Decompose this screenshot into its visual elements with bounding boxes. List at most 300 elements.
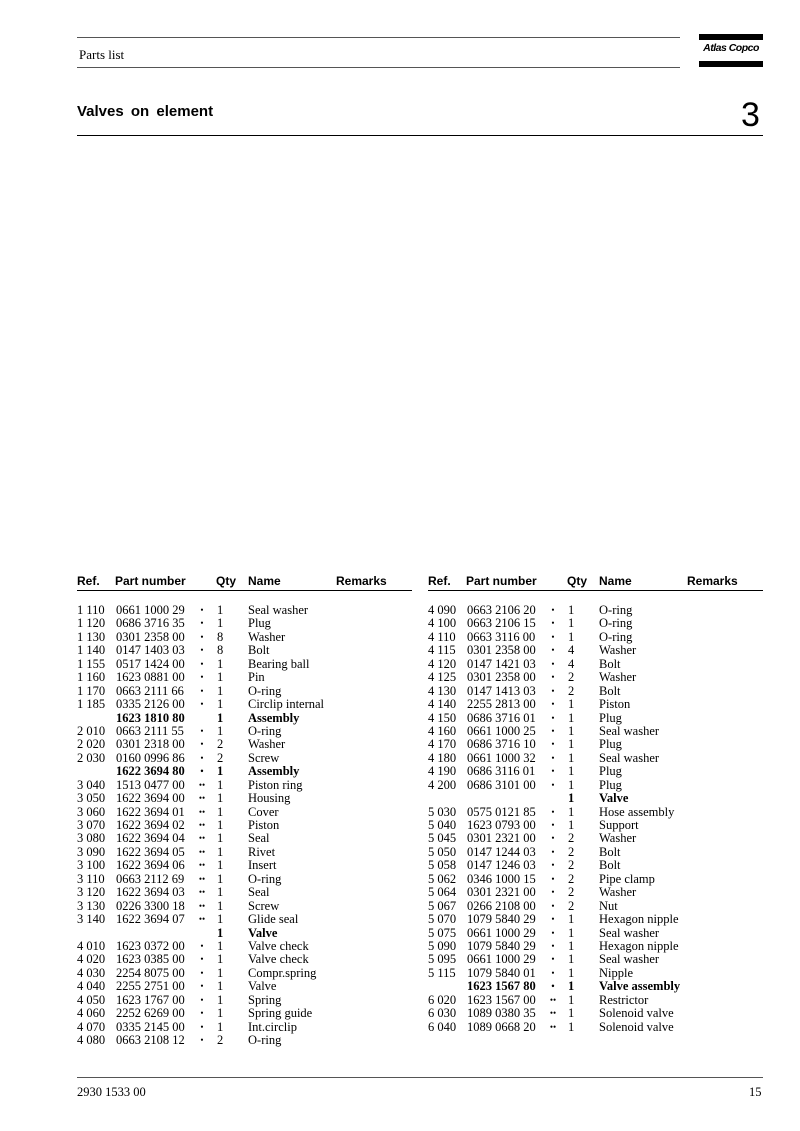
cell-qty: 1 [217,925,224,940]
logo-bar-top [699,34,763,40]
cell-ref: 4 150 [428,710,457,725]
cell-part-number: 1622 3694 04 [116,831,185,846]
col-header-remarks: Remarks [336,574,387,588]
cell-qty: 8 [217,629,224,644]
table-row [428,953,763,966]
table-row [428,859,763,872]
cell-part-number: 1622 3694 80 [116,764,185,779]
table-header-rule [77,590,412,591]
cell-level-marker: • [200,685,204,696]
footer-rule [77,1077,763,1078]
cell-part-number: 0661 1000 29 [116,603,185,617]
cell-ref: 4 200 [428,777,457,792]
table-row [77,617,412,630]
table-body [77,604,412,1047]
cell-ref: 1 110 [77,603,105,617]
cell-name: Bolt [599,683,621,698]
cell-name: Restrictor [599,992,649,1007]
cell-name: Int.circlip [248,1019,297,1034]
cell-ref: 4 050 [77,992,106,1007]
table-row [77,900,412,913]
cell-qty: 1 [217,844,224,859]
cell-qty: 1 [568,925,575,940]
cell-level-marker: • [551,833,555,844]
cell-name: Pin [248,670,265,685]
cell-qty: 2 [568,898,575,913]
cell-qty: 1 [217,992,224,1007]
table-row [77,698,412,711]
table-row [428,980,763,993]
cell-ref: 6 020 [428,992,457,1007]
cell-part-number: 0346 1000 15 [467,871,536,886]
cell-name: Solenoid valve [599,1019,674,1034]
cell-level-marker: • [200,954,204,965]
cell-level-marker: • [551,699,555,710]
cell-level-marker: • [200,605,204,615]
table-row [428,967,763,980]
cell-part-number: 2252 6269 00 [116,1006,185,1021]
cell-qty: 1 [217,1019,224,1034]
table-row [428,873,763,886]
cell-part-number: 0147 1244 03 [467,844,536,859]
cell-part-number: 0301 2318 00 [116,737,185,752]
cell-ref: 4 110 [428,629,456,644]
cell-part-number: 0663 2108 12 [116,1033,185,1047]
cell-part-number: 1089 0668 20 [467,1019,536,1034]
cell-level-marker: • [200,1008,204,1019]
cell-qty: 1 [217,777,224,792]
cell-name: Valve check [248,952,309,967]
cell-level-marker: •• [198,914,206,925]
cell-qty: 1 [568,737,575,752]
cell-level-marker: •• [549,1021,557,1032]
cell-qty: 2 [568,683,575,698]
cell-part-number: 0301 2321 00 [467,831,536,846]
cell-level-marker: • [200,672,204,683]
cell-part-number: 1623 1810 80 [116,710,185,725]
cell-qty: 2 [568,670,575,685]
cell-qty: 1 [217,965,224,980]
cell-part-number: 0661 1000 29 [467,952,536,967]
cell-part-number: 2255 2751 00 [116,979,185,994]
table-row [77,792,412,805]
cell-part-number: 0661 1000 32 [467,750,536,765]
cell-level-marker: •• [198,860,206,871]
cell-level-marker: • [551,914,555,925]
col-header-name: Name [248,574,281,588]
cell-name: Valve [248,925,278,940]
cell-qty: 2 [568,858,575,873]
cell-level-marker: • [200,981,204,992]
header-rule-bottom [77,67,680,68]
cell-qty: 2 [568,831,575,846]
cell-name: Plug [599,710,622,725]
cell-part-number: 0301 2321 00 [467,885,536,900]
page-number: 15 [749,1085,762,1099]
cell-part-number: 1622 3694 00 [116,791,185,806]
table-row [428,631,763,644]
cell-part-number: 1623 0881 00 [116,670,185,685]
cell-ref: 2 020 [77,737,106,752]
table-row [77,873,412,886]
cell-ref: 3 070 [77,818,106,832]
cell-part-number: 1622 3694 07 [116,912,185,927]
cell-ref: 1 155 [77,656,106,671]
table-row [77,927,412,940]
cell-ref: 1 140 [77,643,106,658]
cell-name: Seal washer [599,723,660,738]
table-row [428,900,763,913]
table-row [77,1007,412,1020]
cell-qty: 8 [217,643,224,658]
cell-qty: 1 [217,952,224,967]
cell-level-marker: •• [198,806,206,817]
cell-part-number: 0663 2112 69 [116,871,185,886]
cell-ref: 3 050 [77,791,106,806]
cell-level-marker: • [551,779,555,790]
cell-ref: 4 130 [428,683,457,698]
section-title: Valves on element [77,103,214,120]
cell-level-marker: • [200,618,204,629]
cell-name: Support [599,818,639,832]
table-row [428,658,763,671]
cell-qty: 1 [568,616,575,631]
table-row [428,644,763,657]
cell-level-marker: • [551,605,555,615]
cell-name: Seal washer [248,603,309,617]
table-row [428,1021,763,1034]
cell-part-number: 0663 3116 00 [467,629,536,644]
cell-level-marker: • [551,860,555,871]
cell-name: O-ring [248,683,282,698]
cell-qty: 1 [568,804,575,819]
table-row [428,738,763,751]
col-header-remarks: Remarks [687,574,738,588]
cell-name: Housing [248,791,291,806]
cell-qty: 1 [568,992,575,1007]
cell-qty: 1 [217,871,224,886]
cell-qty: 1 [568,764,575,779]
cell-name: Washer [248,629,286,644]
cell-level-marker: • [551,820,555,830]
cell-qty: 1 [568,697,575,712]
cell-part-number: 1079 5840 29 [467,912,536,927]
cell-part-number: 0335 2126 00 [116,697,185,712]
cell-name: Compr.spring [248,965,317,980]
cell-qty: 1 [568,818,575,832]
cell-part-number: 1623 1767 00 [116,992,185,1007]
table-row [77,859,412,872]
table-row [77,752,412,765]
cell-name: Piston ring [248,777,303,792]
cell-ref: 3 120 [77,885,106,900]
cell-level-marker: •• [198,833,206,844]
cell-level-marker: • [551,766,555,777]
cell-qty: 1 [568,710,575,725]
cell-qty: 1 [217,938,224,953]
cell-name: O-ring [599,629,633,644]
cell-ref: 5 095 [428,952,457,967]
cell-ref: 3 130 [77,898,106,913]
cell-level-marker: • [551,631,555,642]
document-number: 2930 1533 00 [77,1085,146,1099]
table-row [77,658,412,671]
cell-qty: 4 [568,656,575,671]
cell-part-number: 0160 0996 86 [116,750,185,765]
cell-part-number: 0266 2108 00 [467,898,536,913]
cell-part-number: 0686 3116 01 [467,764,536,779]
col-header-part-number: Part number [115,574,186,588]
cell-level-marker: • [200,725,204,736]
cell-name: Piston [599,697,631,712]
cell-part-number: 0301 2358 00 [467,670,536,685]
cell-qty: 2 [217,737,224,752]
table-row [428,940,763,953]
cell-level-marker: • [551,954,555,965]
cell-level-marker: • [551,806,555,817]
cell-level-marker: •• [198,779,206,790]
cell-name: O-ring [599,616,633,631]
cell-ref: 4 080 [77,1033,106,1047]
cell-level-marker: • [551,618,555,629]
cell-qty: 1 [568,965,575,980]
cell-ref: 1 120 [77,616,106,631]
cell-qty: 1 [217,616,224,631]
cell-ref: 5 070 [428,912,457,927]
cell-level-marker: • [200,699,204,710]
cell-part-number: 0686 3716 35 [116,616,185,631]
cell-ref: 5 030 [428,804,457,819]
cell-level-marker: • [200,1021,204,1032]
cell-level-marker: • [200,1035,204,1045]
cell-qty: 1 [217,683,224,698]
table-row [77,980,412,993]
cell-name: Seal [248,885,270,900]
cell-part-number: 0663 2111 55 [116,723,184,738]
table-row [428,617,763,630]
cell-level-marker: • [551,725,555,736]
cell-level-marker: • [551,752,555,763]
cell-name: Washer [599,643,637,658]
cell-ref: 5 064 [428,885,457,900]
cell-name: Hexagon nipple [599,912,679,927]
table-row [77,604,412,617]
cell-qty: 1 [217,912,224,927]
cell-name: Hexagon nipple [599,938,679,953]
cell-level-marker: • [551,940,555,951]
cell-name: Seal [248,831,270,846]
cell-level-marker: • [551,887,555,898]
cell-qty: 4 [568,643,575,658]
cell-part-number: 0661 1000 29 [467,925,536,940]
cell-part-number: 0147 1246 03 [467,858,536,873]
col-header-ref: Ref. [77,574,100,588]
cell-level-marker: • [200,658,204,669]
cell-part-number: 0147 1413 03 [467,683,536,698]
cell-name: O-ring [248,1033,282,1047]
table-row [77,806,412,819]
cell-qty: 1 [217,791,224,806]
logo-text: Atlas Copco [703,42,759,54]
cell-part-number: 0663 2106 20 [467,603,536,617]
table-row [428,994,763,1007]
cell-ref: 1 185 [77,697,106,712]
cell-qty: 1 [217,858,224,873]
table-row [77,967,412,980]
table-row [428,765,763,778]
table-header [77,574,412,588]
cell-qty: 1 [217,670,224,685]
header-rule-top [77,37,680,38]
cell-level-marker: • [551,658,555,669]
cell-level-marker: • [551,672,555,683]
table-row [428,806,763,819]
table-row [77,738,412,751]
cell-qty: 1 [568,723,575,738]
cell-qty: 2 [568,844,575,859]
cell-level-marker: •• [198,873,206,884]
cell-part-number: 0301 2358 00 [467,643,536,658]
cell-ref: 6 030 [428,1006,457,1021]
cell-name: Valve check [248,938,309,953]
cell-level-marker: • [200,766,204,777]
cell-level-marker: • [200,631,204,642]
col-header-qty: Qty [216,574,237,588]
cell-name: Hose assembly [599,804,675,819]
cell-name: Insert [248,858,277,873]
logo-bar-bottom [699,61,763,67]
cell-name: Glide seal [248,912,299,927]
table-row [428,1007,763,1020]
cell-qty: 2 [217,750,224,765]
cell-name: Washer [599,670,637,685]
table-row [77,765,412,778]
cell-name: Bolt [599,844,621,859]
cell-part-number: 1089 0380 35 [467,1006,536,1021]
cell-name: Spring [248,992,282,1007]
cell-level-marker: • [200,994,204,1005]
cell-part-number: 1623 0793 00 [467,818,536,832]
cell-ref: 4 140 [428,697,457,712]
cell-ref: 5 050 [428,844,457,859]
cell-part-number: 0301 2358 00 [116,629,185,644]
cell-ref: 4 060 [77,1006,106,1021]
cell-name: O-ring [599,603,633,617]
cell-ref: 4 090 [428,603,457,617]
table-row [77,819,412,832]
cell-name: Seal washer [599,952,660,967]
cell-ref: 4 160 [428,723,457,738]
table-row [428,712,763,725]
cell-name: Bolt [248,643,270,658]
cell-qty: 2 [568,885,575,900]
table-row [428,886,763,899]
header-label: Parts list [79,47,125,62]
cell-name: Rivet [248,844,276,859]
cell-qty: 1 [217,818,224,832]
cell-ref: 5 090 [428,938,457,953]
section-number: 3 [741,96,760,134]
col-header-part-number: Part number [466,574,537,588]
cell-ref: 4 120 [428,656,457,671]
cell-level-marker: •• [198,793,206,804]
cell-name: O-ring [248,723,282,738]
cell-part-number: 0147 1421 03 [467,656,536,671]
table-row [428,819,763,832]
cell-name: Assembly [248,764,300,779]
cell-name: Solenoid valve [599,1006,674,1021]
cell-ref: 5 067 [428,898,457,913]
cell-level-marker: •• [198,846,206,857]
cell-qty: 1 [217,710,224,725]
cell-part-number: 1623 0372 00 [116,938,185,953]
cell-level-marker: •• [198,887,206,898]
cell-name: Spring guide [248,1006,313,1021]
cell-qty: 1 [568,629,575,644]
cell-part-number: 1622 3694 05 [116,844,185,859]
table-row [77,913,412,926]
cell-ref: 2 030 [77,750,106,765]
table-row [428,846,763,859]
cell-part-number: 0226 3300 18 [116,898,185,913]
cell-qty: 1 [568,1019,575,1034]
cell-qty: 1 [217,898,224,913]
cell-ref: 5 045 [428,831,457,846]
title-rule [77,135,763,136]
table-row [77,846,412,859]
cell-part-number: 2254 8075 00 [116,965,185,980]
cell-ref: 3 100 [77,858,106,873]
cell-ref: 4 070 [77,1019,106,1034]
cell-ref: 3 110 [77,871,105,886]
cell-qty: 1 [217,831,224,846]
cell-ref: 4 170 [428,737,457,752]
cell-part-number: 0686 3716 10 [467,737,536,752]
cell-qty: 1 [568,603,575,617]
table-row [428,752,763,765]
cell-name: Valve [248,979,277,994]
cell-name: Plug [248,616,271,631]
cell-qty: 2 [217,1033,224,1047]
cell-part-number: 1623 1567 00 [467,992,536,1007]
cell-ref: 4 100 [428,616,457,631]
cell-qty: 1 [217,656,224,671]
table-row [77,1021,412,1034]
parts-table-left [77,574,412,1047]
cell-name: Plug [599,737,622,752]
cell-name: Cover [248,804,279,819]
table-row [428,913,763,926]
col-header-qty: Qty [567,574,588,588]
cell-level-marker: • [200,967,204,978]
table-row [77,685,412,698]
cell-ref: 4 040 [77,979,106,994]
cell-level-marker: • [551,846,555,857]
cell-qty: 1 [568,912,575,927]
table-row [428,792,763,805]
cell-part-number: 0686 3101 00 [467,777,536,792]
cell-qty: 1 [217,764,224,779]
table-row [77,832,412,845]
table-row [428,927,763,940]
cell-name: Pipe clamp [599,871,655,886]
cell-level-marker: •• [549,994,557,1005]
cell-part-number: 0663 2111 66 [116,683,184,698]
cell-level-marker: • [551,645,555,656]
cell-ref: 3 090 [77,844,106,859]
cell-level-marker: • [200,752,204,763]
cell-name: Seal washer [599,750,660,765]
